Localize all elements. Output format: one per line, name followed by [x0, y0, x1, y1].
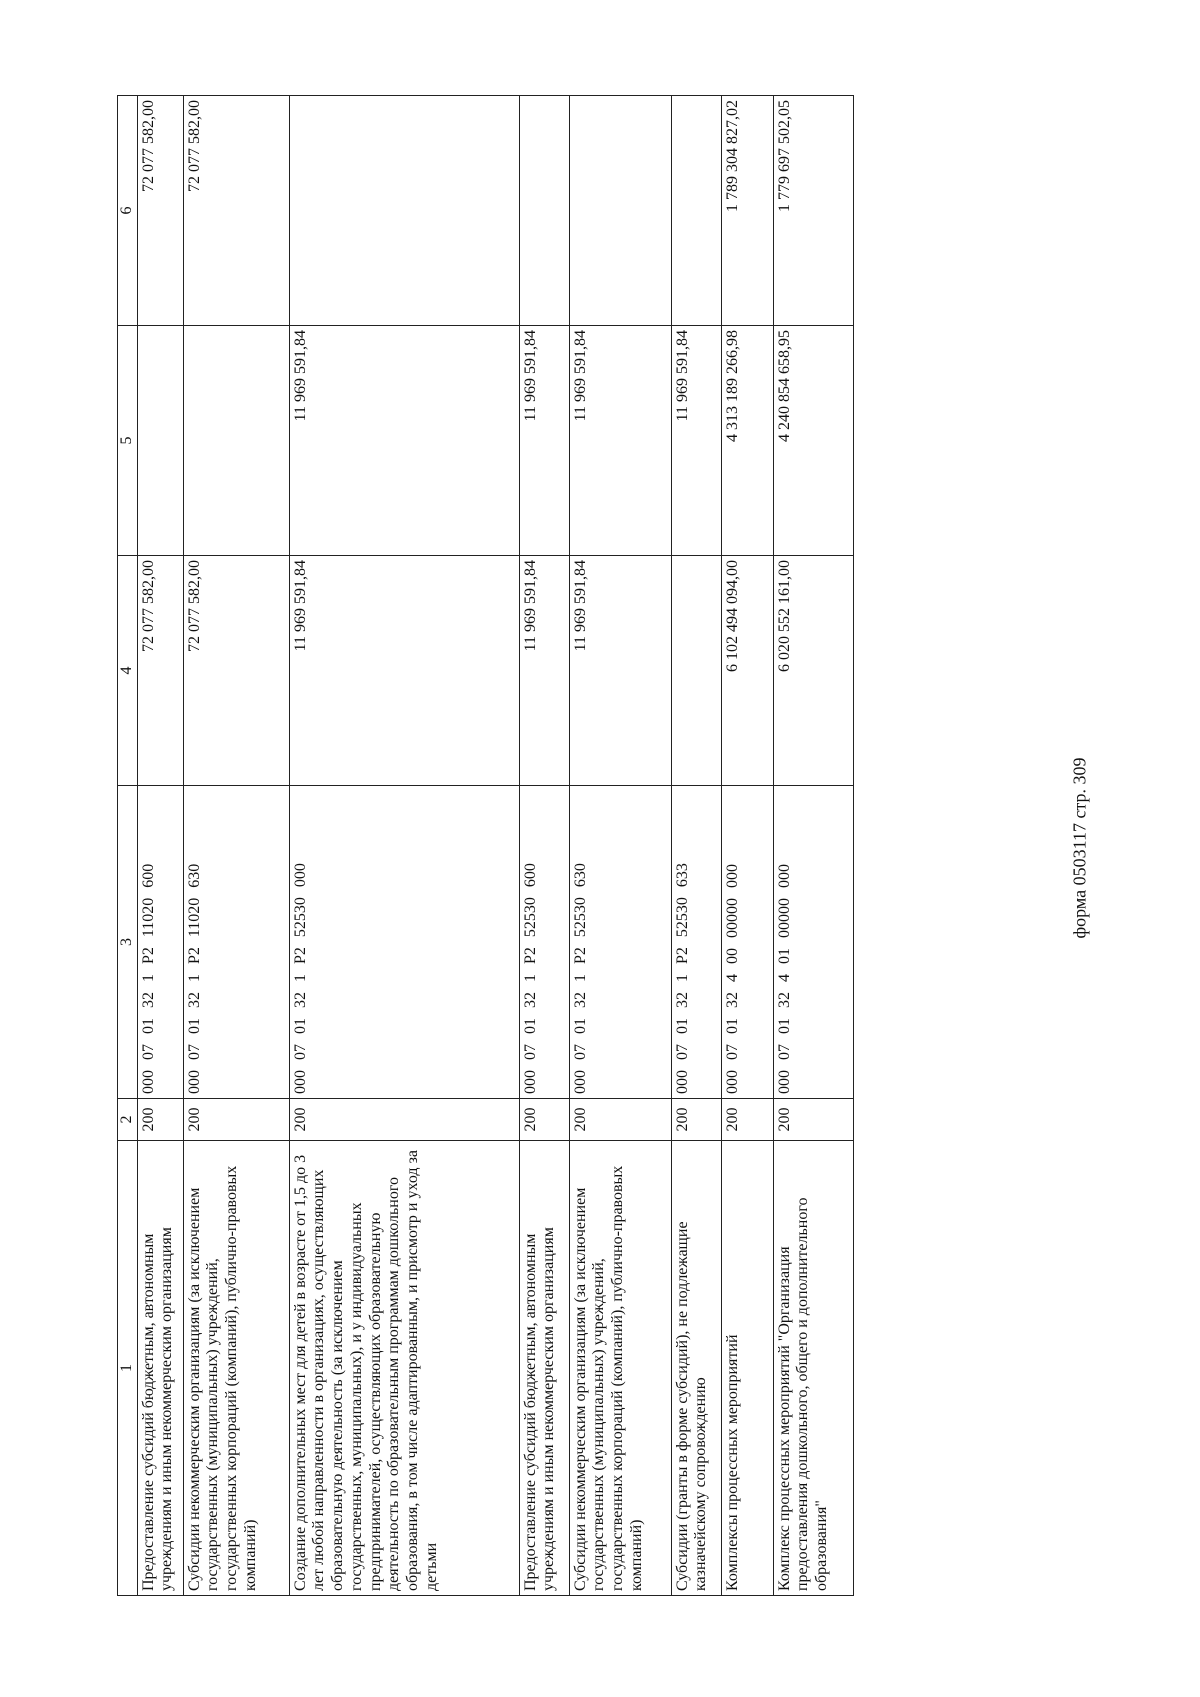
- row-name: Комплексы процессных мероприятий: [721, 1141, 773, 1596]
- approved-amount: 6 102 494 094,00: [721, 556, 773, 786]
- line-code: 200: [569, 1099, 671, 1141]
- unexecuted-amount: 1 779 697 502,05: [773, 96, 853, 326]
- executed-amount: 11 969 591,84: [519, 326, 569, 556]
- table-row: [183, 96, 289, 1596]
- approved-amount: 11 969 591,84: [289, 556, 519, 786]
- line-code: 200: [671, 1099, 721, 1141]
- unexecuted-amount: [519, 96, 569, 326]
- approved-amount: 72 077 582,00: [183, 556, 289, 786]
- column-header: 2: [118, 1099, 138, 1141]
- executed-amount: [137, 326, 183, 556]
- executed-amount: 4 240 854 658,95: [773, 326, 853, 556]
- line-code: 200: [773, 1099, 853, 1141]
- form-label: форма 0503117 стр. 309: [1069, 757, 1090, 939]
- approved-amount: 6 020 552 161,00: [773, 556, 853, 786]
- unexecuted-amount: 72 077 582,00: [183, 96, 289, 326]
- executed-amount: 11 969 591,84: [289, 326, 519, 556]
- executed-amount: 11 969 591,84: [671, 326, 721, 556]
- table-row: [137, 96, 183, 1596]
- row-name: Предоставление субсидий бюджетным, автономным учреждениям и иным некоммерческим организациям: [519, 1141, 569, 1596]
- unexecuted-amount: [671, 96, 721, 326]
- budget-code: 000 07 01 32 1 P2 52530 600: [519, 786, 569, 1099]
- budget-code: 000 07 01 32 1 P2 52530 000: [289, 786, 519, 1099]
- row-name: Субсидии (гранты в форме субсидий), не подлежащие казначейскому сопровождению: [671, 1141, 721, 1596]
- unexecuted-amount: [569, 96, 671, 326]
- table-row: [671, 96, 721, 1596]
- budget-code: 000 07 01 32 4 00 00000 000: [721, 786, 773, 1099]
- row-name: Комплекс процессных мероприятий "Организация предоставления дошкольного, общего и дополнительного образования": [773, 1141, 853, 1596]
- budget-code: 000 07 01 32 1 P2 11020 600: [137, 786, 183, 1099]
- line-code: 200: [289, 1099, 519, 1141]
- unexecuted-amount: 72 077 582,00: [137, 96, 183, 326]
- column-header: 6: [118, 96, 138, 326]
- budget-code: 000 07 01 32 1 P2 52530 633: [671, 786, 721, 1099]
- approved-amount: 11 969 591,84: [519, 556, 569, 786]
- column-header: 1: [118, 1141, 138, 1596]
- table-row: [721, 96, 773, 1596]
- executed-amount: 11 969 591,84: [569, 326, 671, 556]
- column-number-row: [118, 96, 138, 1596]
- unexecuted-amount: 1 789 304 827,02: [721, 96, 773, 326]
- line-code: 200: [137, 1099, 183, 1141]
- row-name: Предоставление субсидий бюджетным, автономным учреждениям и иным некоммерческим организациям: [137, 1141, 183, 1596]
- approved-amount: [671, 556, 721, 786]
- line-code: 200: [183, 1099, 289, 1141]
- approved-amount: 72 077 582,00: [137, 556, 183, 786]
- row-name: Субсидии некоммерческим организациям (за исключением государственных (муниципальных) учреждений, государственных корпораций (компаний), публично-правовых компаний): [183, 1141, 289, 1596]
- line-code: 200: [519, 1099, 569, 1141]
- column-header: 3: [118, 786, 138, 1099]
- budget-code: 000 07 01 32 1 P2 52530 630: [569, 786, 671, 1099]
- approved-amount: 11 969 591,84: [569, 556, 671, 786]
- budget-code: 000 07 01 32 1 P2 11020 630: [183, 786, 289, 1099]
- table-row: [519, 96, 569, 1596]
- unexecuted-amount: [289, 96, 519, 326]
- table-row: [569, 96, 671, 1596]
- row-name: Создание дополнительных мест для детей в возрасте от 1,5 до 3 лет любой направленности в организациях, осуществляющих образовательную деятельность (за исключением государственных, муниципальных), и у индивидуальных предпринимателей, осуществляющих образовательную деятельность по образовательным программам дошкольного образования, в том числе адаптированным, и присмотр и уход за детьми: [289, 1141, 519, 1596]
- report-table: [117, 95, 854, 1596]
- budget-code: 000 07 01 32 4 01 00000 000: [773, 786, 853, 1099]
- line-code: 200: [721, 1099, 773, 1141]
- column-header: 5: [118, 326, 138, 556]
- column-header: 4: [118, 556, 138, 786]
- row-name: Субсидии некоммерческим организациям (за исключением государственных (муниципальных) учреждений, государственных корпораций (компаний), публично-правовых компаний): [569, 1141, 671, 1596]
- table-row: [773, 96, 853, 1596]
- executed-amount: [183, 326, 289, 556]
- executed-amount: 4 313 189 266,98: [721, 326, 773, 556]
- table-row: [289, 96, 519, 1596]
- report-table-rotated: [117, 96, 943, 1596]
